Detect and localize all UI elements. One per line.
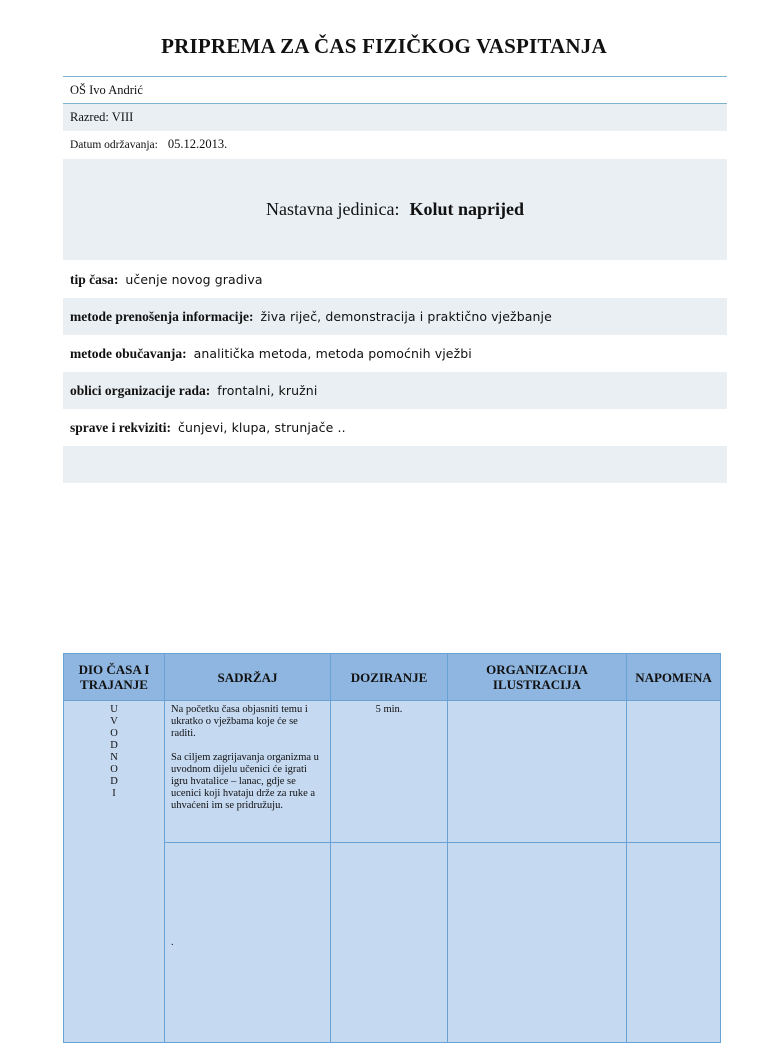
organization-cell	[448, 701, 627, 843]
organization-row	[63, 372, 727, 409]
phase-letter: D	[110, 740, 118, 751]
dosage-cell: 5 min.	[331, 701, 448, 843]
grade-text: Razred: VIII	[70, 110, 134, 124]
lesson-type-value: učenje novog gradiva	[125, 272, 263, 287]
equipment-value: čunjevi, klupa, strunjače ..	[177, 420, 346, 435]
table-header-row	[64, 654, 721, 701]
content-paragraph: Na početku časa objasniti temu i ukratko o vježbama koje će se raditi.	[171, 704, 311, 739]
page-title: PRIPREMA ZA ČAS FIZIČKOG VASPITANJA	[161, 34, 607, 58]
teaching-methods-label: metode obučavanja:	[70, 345, 187, 361]
equipment-row	[63, 409, 727, 446]
date-label: Datum održavanja:	[70, 138, 158, 151]
date-value: 05.12.2013.	[167, 137, 228, 151]
date-row	[63, 131, 727, 158]
phase-letter: I	[112, 788, 116, 799]
phase-cell-uvodni	[64, 701, 165, 1043]
info-methods-label: metode prenošenja informacije:	[70, 308, 254, 324]
dosage-cell	[331, 843, 448, 1043]
column-header-phase: DIO ČASA I TRAJANJE	[64, 654, 165, 701]
organization-label: oblici organizacije rada:	[70, 382, 211, 398]
column-header-dosage: DOZIRANJE	[331, 654, 448, 701]
teaching-methods-row	[63, 335, 727, 372]
table-row	[64, 701, 721, 843]
phase-letter: N	[110, 752, 118, 763]
school-row	[63, 76, 727, 103]
lesson-unit-value: Kolut naprijed	[409, 199, 524, 219]
note-cell	[627, 843, 721, 1043]
empty-shaded-row	[63, 446, 727, 483]
lesson-type-row	[63, 261, 727, 298]
lesson-unit-label: Nastavna jedinica:	[266, 199, 400, 219]
column-header-organization: ORGANIZACIJA ILUSTRACIJA	[448, 654, 627, 701]
lesson-plan-table	[63, 653, 721, 1043]
phase-letter: O	[110, 728, 118, 739]
note-cell	[627, 701, 721, 843]
content-cell	[165, 843, 331, 1043]
column-header-content: SADRŽAJ	[165, 654, 331, 701]
grade-row	[63, 103, 727, 131]
school-name: OŠ Ivo Andrić	[70, 82, 143, 97]
content-paragraph: Sa ciljem zagrijavanja organizma u uvodnom dijelu učenici će igrati igru hvatalice – lanac, gdje se ucenici koji hvataju drže za ruke a uhvaćeni im se pridružuju.	[171, 752, 322, 811]
phase-letter: U	[110, 704, 118, 715]
organization-value: frontalni, kružni	[217, 383, 318, 398]
organization-cell	[448, 843, 627, 1043]
equipment-label: sprave i rekviziti:	[70, 419, 171, 435]
content-text: .	[171, 936, 174, 948]
phase-letter: D	[110, 776, 118, 787]
info-methods-row	[63, 298, 727, 335]
lesson-unit-row	[63, 159, 727, 260]
lesson-type-label: tip časa:	[70, 271, 119, 287]
content-cell	[165, 701, 331, 843]
phase-letter: O	[110, 764, 118, 775]
teaching-methods-value: analitička metoda, metoda pomoćnih vježbi	[193, 346, 472, 361]
info-methods-value: živa riječ, demonstracija i praktično vježbanje	[260, 309, 552, 324]
column-header-note: NAPOMENA	[627, 654, 721, 701]
phase-letter: V	[110, 716, 118, 727]
